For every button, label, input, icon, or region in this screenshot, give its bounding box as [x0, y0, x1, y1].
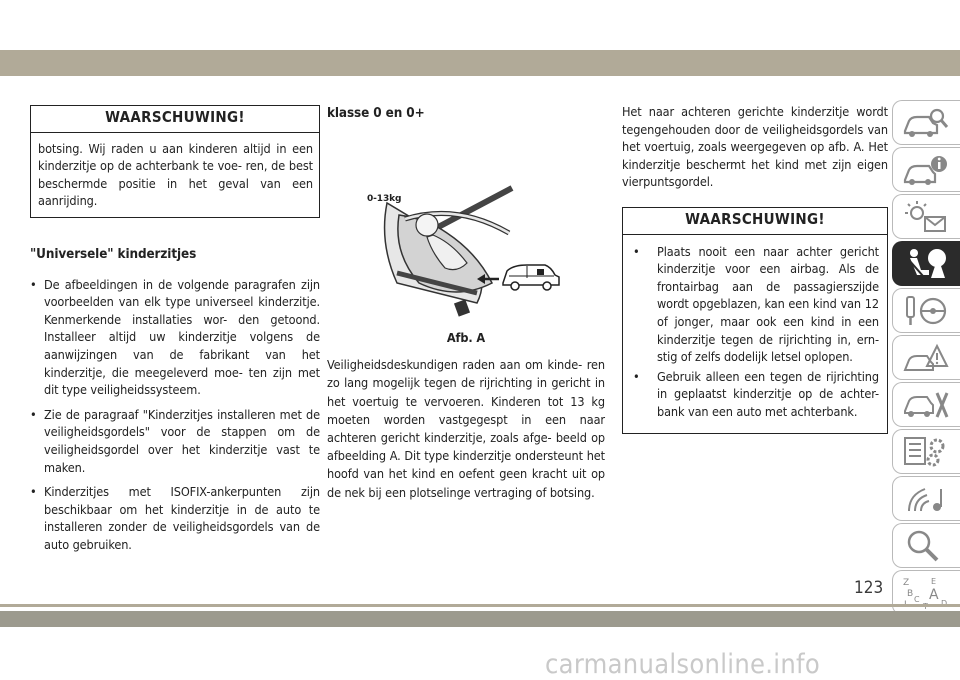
- list-gears-icon: [901, 434, 951, 470]
- warning-title: WAARSCHUWING!: [623, 208, 887, 235]
- figure-caption: Afb. A: [446, 329, 486, 345]
- list-item-text: Zie de paragraaf "Kinderzitjes installeren met de veiligheidsgordels" voor de stappen om de veiligheidsgordel over het kinderzitje vast te maken.: [44, 406, 320, 475]
- list-item-text: Kinderzitjes met ISOFIX-ankerpunten zijn beschikbaar om het kinderzitje in de auto te installeren zonder de veiligheidsgordels van de auto gebruiken.: [44, 484, 320, 552]
- index-letter: Z: [903, 578, 910, 588]
- car-magnifier-icon: [901, 105, 951, 141]
- paragraph: Veiligheidsdeskundigen raden aan om kinde- ren zo lang mogelijk tegen de rijrichting in gericht in het voertuig te vervoeren. Kinderen tot 13 kg moeten worden vastgegespt in een naar achteren gericht kinderzitje, zoals afge- beeld op afbeelding A. Dit type kinderzitje ondersteunt het hoofd van het kind en oefent geen kracht uit op de nek bij een plotselinge vertraging of botsing.: [327, 357, 605, 500]
- middle-column: [327, 105, 605, 502]
- bullet-mark: •: [30, 484, 37, 500]
- figure-child-seat: [327, 133, 605, 321]
- list-item-text: Plaats nooit een naar achter gericht kinderzitje voor een airbag. Als de frontairbag aan de passagierszijde wordt opgeblazen, kan een kind van 12 of jonger, maar ook een kind in een kinderzitje tegen de rijrichting in, ern- stig of zelfs dodelijk letsel oplopen.: [657, 243, 879, 365]
- tab-multimedia[interactable]: [892, 476, 960, 521]
- index-letter: A: [929, 587, 939, 603]
- tab-seat-airbag[interactable]: [892, 241, 960, 286]
- section-heading-universal: "Universele" kinderzitjes: [30, 246, 197, 262]
- list-item: [30, 483, 320, 553]
- tab-warning-car[interactable]: [892, 335, 960, 380]
- bullet-mark: •: [30, 276, 37, 292]
- tab-car-info[interactable]: [892, 147, 960, 192]
- list-item: [30, 406, 320, 476]
- tab-index[interactable]: [892, 570, 960, 615]
- bullet-mark: •: [633, 243, 640, 259]
- tab-car-magnifier[interactable]: [892, 100, 960, 145]
- car-info-icon: [901, 152, 951, 188]
- bullet-mark: •: [30, 406, 37, 422]
- list-item-text: Gebruik alleen een tegen de rijrichting in geplaatst kinderzitje op de achter- bank van een auto met achterbank.: [657, 368, 879, 419]
- key-steering-icon: [901, 293, 951, 329]
- section-heading-class: klasse 0 en 0+: [327, 106, 425, 121]
- tab-list-gears[interactable]: [892, 429, 960, 474]
- footer-band: [0, 611, 960, 627]
- warning-box-left: [30, 105, 320, 218]
- watermark: carmanualsonline.info: [545, 649, 821, 680]
- tab-key-steering[interactable]: [892, 288, 960, 333]
- warning-car-icon: [901, 340, 951, 376]
- list-item: [30, 276, 320, 399]
- warning-body: [623, 235, 887, 433]
- tab-car-tools[interactable]: [892, 382, 960, 427]
- tab-search[interactable]: [892, 523, 960, 568]
- seat-airbag-icon: [901, 246, 951, 282]
- multimedia-icon: [901, 481, 951, 517]
- index-letter: E: [931, 577, 937, 586]
- list-item-text: De afbeeldingen in de volgende paragrafen zijn voorbeelden van elk type universeel kinderzitje. Kenmerkende installaties wor- den getoond. Installeer altijd uw kinderzitje volgens de aanwijzingen van de fabrikant van het kinderzitje, die meegeleverd moe- ten zijn met dit type veiligheidssysteem.: [44, 276, 320, 398]
- bullet-mark: •: [633, 368, 640, 384]
- list-item: [631, 243, 879, 366]
- warning-text: botsing. Wij raden u aan kinderen altijd in een kinderzitje op de achterbank te voe- ren, de best beschermde positie in het geval van een aanrijding.: [38, 140, 313, 209]
- search-icon: [901, 528, 951, 564]
- figure-weight-label: 0-13kg: [367, 193, 402, 204]
- footer-line: [0, 604, 960, 607]
- index-letter: B: [907, 589, 914, 599]
- page-number: 123: [854, 578, 884, 598]
- light-message-icon: [901, 199, 951, 235]
- warning-title: WAARSCHUWING!: [31, 106, 319, 133]
- paragraph: Het naar achteren gerichte kinderzitje wordt tegengehouden door de veiligheidsgordels van het voertuig, zoals weergegeven op afb. A. Het kinderzitje beschermt het kind met zijn eigen vierpuntsgordel.: [622, 104, 888, 190]
- right-column: [622, 103, 888, 434]
- index-letter: C: [914, 595, 920, 604]
- car-tools-icon: [901, 387, 951, 423]
- child-seat-illustration: [327, 133, 605, 321]
- list-item: [631, 368, 879, 421]
- tab-light-message[interactable]: [892, 194, 960, 239]
- warning-box-right: [622, 207, 888, 434]
- left-column: [30, 105, 320, 560]
- top-color-band: [0, 50, 960, 76]
